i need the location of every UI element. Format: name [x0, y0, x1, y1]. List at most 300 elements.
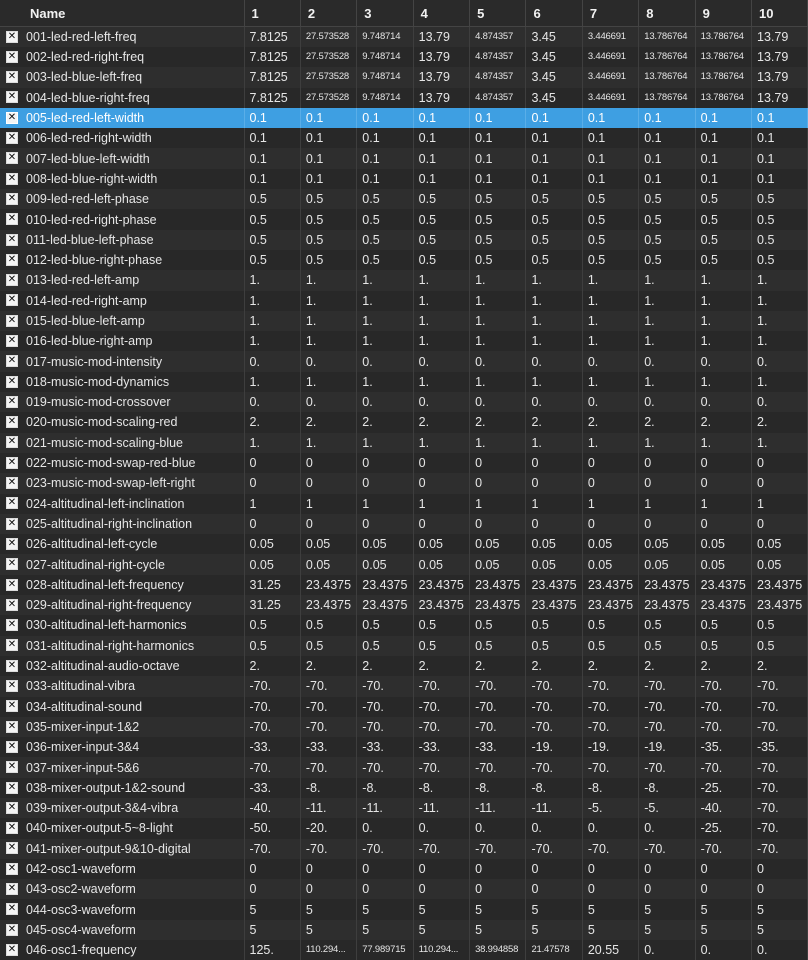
value-cell[interactable]: 13.786764 — [695, 67, 751, 87]
value-cell[interactable]: 0.1 — [752, 148, 808, 168]
value-cell[interactable]: -70. — [639, 676, 695, 696]
value-cell[interactable]: 0 — [695, 453, 751, 473]
value-cell[interactable]: 0.1 — [300, 169, 356, 189]
value-cell[interactable]: 5 — [244, 899, 300, 919]
value-cell[interactable]: 1. — [526, 372, 582, 392]
value-cell[interactable]: 0. — [413, 818, 469, 838]
value-cell[interactable]: 3.446691 — [582, 27, 638, 48]
value-cell[interactable]: 1. — [244, 433, 300, 453]
value-cell[interactable]: 0 — [695, 514, 751, 534]
row-name-cell[interactable] — [0, 331, 244, 351]
value-cell[interactable]: 1. — [300, 433, 356, 453]
value-cell[interactable]: 23.4375 — [357, 595, 413, 615]
value-cell[interactable]: 0 — [752, 473, 808, 493]
value-cell[interactable]: 0.5 — [470, 230, 526, 250]
value-cell[interactable]: 0.05 — [526, 554, 582, 574]
value-cell[interactable]: 1 — [470, 494, 526, 514]
value-cell[interactable]: 0. — [526, 351, 582, 371]
value-cell[interactable]: 0 — [695, 473, 751, 493]
value-cell[interactable]: 0.1 — [413, 128, 469, 148]
value-cell[interactable]: 0.5 — [752, 615, 808, 635]
row-checkbox-icon[interactable]: ✕ — [7, 477, 17, 489]
value-cell[interactable]: -70. — [695, 697, 751, 717]
table-row[interactable] — [0, 595, 808, 615]
value-cell[interactable]: -70. — [752, 717, 808, 737]
table-row[interactable] — [0, 534, 808, 554]
value-cell[interactable]: 13.79 — [413, 88, 469, 108]
value-cell[interactable]: 0.5 — [300, 615, 356, 635]
value-cell[interactable]: 38.994858 — [470, 940, 526, 960]
row-checkbox-icon[interactable]: ✕ — [7, 680, 17, 692]
value-cell[interactable]: 23.4375 — [357, 575, 413, 595]
value-cell[interactable]: 1. — [413, 270, 469, 290]
value-cell[interactable]: 1. — [357, 331, 413, 351]
value-cell[interactable]: 0.5 — [300, 189, 356, 209]
value-cell[interactable]: -70. — [526, 697, 582, 717]
value-cell[interactable]: 23.4375 — [470, 595, 526, 615]
value-cell[interactable]: 4.874357 — [470, 67, 526, 87]
value-cell[interactable]: 0.1 — [526, 148, 582, 168]
column-header-6[interactable]: 6 — [526, 0, 582, 27]
row-name-cell[interactable] — [0, 839, 244, 859]
value-cell[interactable]: -70. — [413, 757, 469, 777]
value-cell[interactable]: 0 — [582, 473, 638, 493]
value-cell[interactable]: 1. — [695, 291, 751, 311]
value-cell[interactable]: 13.786764 — [695, 27, 751, 48]
value-cell[interactable]: -70. — [470, 676, 526, 696]
value-cell[interactable]: 0.5 — [695, 209, 751, 229]
value-cell[interactable]: 13.79 — [413, 47, 469, 67]
value-cell[interactable]: -70. — [244, 697, 300, 717]
value-cell[interactable]: 2. — [695, 412, 751, 432]
value-cell[interactable]: 0. — [695, 940, 751, 960]
row-name-cell[interactable] — [0, 148, 244, 168]
value-cell[interactable]: 2. — [357, 656, 413, 676]
value-cell[interactable]: 0 — [470, 859, 526, 879]
row-name-cell[interactable] — [0, 230, 244, 250]
value-cell[interactable]: 1. — [695, 433, 751, 453]
value-cell[interactable]: -33. — [470, 737, 526, 757]
value-cell[interactable]: -70. — [244, 839, 300, 859]
row-checkbox-icon[interactable]: ✕ — [7, 720, 17, 732]
value-cell[interactable]: 0.5 — [582, 230, 638, 250]
value-cell[interactable]: 1. — [357, 270, 413, 290]
table-row[interactable] — [0, 514, 808, 534]
value-cell[interactable]: 13.79 — [752, 67, 808, 87]
value-cell[interactable]: 0.5 — [526, 209, 582, 229]
value-cell[interactable]: 0. — [357, 351, 413, 371]
row-checkbox-icon[interactable]: ✕ — [7, 355, 17, 367]
value-cell[interactable]: 23.4375 — [300, 595, 356, 615]
value-cell[interactable]: 0.1 — [752, 169, 808, 189]
row-checkbox-icon[interactable]: ✕ — [7, 416, 17, 428]
value-cell[interactable]: 0.5 — [582, 636, 638, 656]
value-cell[interactable]: 0.5 — [582, 209, 638, 229]
value-cell[interactable]: 0 — [752, 453, 808, 473]
table-row[interactable] — [0, 392, 808, 412]
value-cell[interactable]: 0. — [470, 351, 526, 371]
value-cell[interactable]: -70. — [639, 697, 695, 717]
table-row[interactable] — [0, 270, 808, 290]
value-cell[interactable]: 1. — [582, 311, 638, 331]
value-cell[interactable]: 4.874357 — [470, 88, 526, 108]
value-cell[interactable]: 5 — [752, 899, 808, 919]
value-cell[interactable]: -70. — [752, 676, 808, 696]
table-row[interactable] — [0, 697, 808, 717]
table-row[interactable] — [0, 453, 808, 473]
row-checkbox-icon[interactable]: ✕ — [7, 517, 17, 529]
table-row[interactable] — [0, 798, 808, 818]
value-cell[interactable]: 5 — [639, 920, 695, 940]
row-name-cell[interactable] — [0, 392, 244, 412]
value-cell[interactable]: 0. — [300, 351, 356, 371]
value-cell[interactable]: 0 — [244, 859, 300, 879]
value-cell[interactable]: -70. — [244, 676, 300, 696]
value-cell[interactable]: 0. — [752, 351, 808, 371]
value-cell[interactable]: 13.786764 — [639, 67, 695, 87]
value-cell[interactable]: 2. — [639, 412, 695, 432]
value-cell[interactable]: 0.5 — [752, 230, 808, 250]
value-cell[interactable]: 21.47578 — [526, 940, 582, 960]
value-cell[interactable]: 0.1 — [413, 108, 469, 128]
value-cell[interactable]: 0.1 — [470, 169, 526, 189]
value-cell[interactable]: 0.1 — [413, 148, 469, 168]
value-cell[interactable]: 0 — [639, 879, 695, 899]
value-cell[interactable]: 0.5 — [695, 636, 751, 656]
value-cell[interactable]: 0.5 — [639, 615, 695, 635]
value-cell[interactable]: 0.5 — [639, 636, 695, 656]
row-name-cell[interactable] — [0, 250, 244, 270]
value-cell[interactable]: 13.79 — [752, 88, 808, 108]
row-name-cell[interactable] — [0, 676, 244, 696]
value-cell[interactable]: -11. — [413, 798, 469, 818]
value-cell[interactable]: 0.1 — [639, 108, 695, 128]
value-cell[interactable]: 1. — [582, 433, 638, 453]
value-cell[interactable]: 0. — [639, 392, 695, 412]
row-checkbox-icon[interactable]: ✕ — [7, 91, 17, 103]
value-cell[interactable]: 23.4375 — [470, 575, 526, 595]
value-cell[interactable]: -5. — [582, 798, 638, 818]
value-cell[interactable]: 2. — [639, 656, 695, 676]
value-cell[interactable]: -70. — [470, 697, 526, 717]
table-row[interactable] — [0, 88, 808, 108]
value-cell[interactable]: -33. — [413, 737, 469, 757]
value-cell[interactable]: 1. — [639, 270, 695, 290]
row-name-cell[interactable] — [0, 514, 244, 534]
value-cell[interactable]: 0. — [244, 392, 300, 412]
row-name-cell[interactable] — [0, 534, 244, 554]
value-cell[interactable]: 2. — [244, 656, 300, 676]
value-cell[interactable]: 0. — [582, 392, 638, 412]
value-cell[interactable]: 0.05 — [526, 534, 582, 554]
value-cell[interactable]: 0.5 — [244, 636, 300, 656]
value-cell[interactable]: 0.05 — [470, 554, 526, 574]
value-cell[interactable]: 23.4375 — [582, 595, 638, 615]
column-header-10[interactable]: 10 — [752, 0, 808, 27]
value-cell[interactable]: 5 — [470, 920, 526, 940]
value-cell[interactable]: -35. — [695, 737, 751, 757]
value-cell[interactable]: 4.874357 — [470, 47, 526, 67]
row-name-cell[interactable] — [0, 108, 244, 128]
value-cell[interactable]: 0.1 — [413, 169, 469, 189]
value-cell[interactable]: 20.55 — [582, 940, 638, 960]
value-cell[interactable]: 5 — [413, 899, 469, 919]
table-row[interactable] — [0, 615, 808, 635]
value-cell[interactable]: 0. — [639, 818, 695, 838]
value-cell[interactable]: -19. — [639, 737, 695, 757]
value-cell[interactable]: 0.5 — [470, 209, 526, 229]
value-cell[interactable]: 0. — [582, 351, 638, 371]
value-cell[interactable]: -11. — [300, 798, 356, 818]
value-cell[interactable]: 0.5 — [526, 250, 582, 270]
row-name-cell[interactable] — [0, 169, 244, 189]
value-cell[interactable]: 1. — [752, 331, 808, 351]
value-cell[interactable]: 0.05 — [244, 534, 300, 554]
value-cell[interactable]: -70. — [695, 717, 751, 737]
value-cell[interactable]: -70. — [357, 697, 413, 717]
value-cell[interactable]: 1. — [752, 291, 808, 311]
value-cell[interactable]: 0.05 — [639, 554, 695, 574]
value-cell[interactable]: 23.4375 — [300, 575, 356, 595]
row-checkbox-icon[interactable]: ✕ — [7, 192, 17, 204]
value-cell[interactable]: -25. — [695, 778, 751, 798]
value-cell[interactable]: 0. — [413, 392, 469, 412]
value-cell[interactable]: 1. — [695, 311, 751, 331]
value-cell[interactable]: 9.748714 — [357, 27, 413, 48]
value-cell[interactable]: 1. — [300, 311, 356, 331]
row-name-cell[interactable] — [0, 899, 244, 919]
value-cell[interactable]: -70. — [695, 757, 751, 777]
value-cell[interactable]: -8. — [413, 778, 469, 798]
table-row[interactable] — [0, 148, 808, 168]
value-cell[interactable]: 0. — [526, 818, 582, 838]
value-cell[interactable]: 13.786764 — [639, 47, 695, 67]
row-name-cell[interactable] — [0, 453, 244, 473]
value-cell[interactable]: 0.05 — [639, 534, 695, 554]
row-checkbox-icon[interactable]: ✕ — [7, 395, 17, 407]
table-row[interactable] — [0, 189, 808, 209]
row-name-cell[interactable] — [0, 859, 244, 879]
value-cell[interactable]: 1. — [695, 331, 751, 351]
value-cell[interactable]: 0.5 — [639, 250, 695, 270]
value-cell[interactable]: 5 — [695, 899, 751, 919]
value-cell[interactable]: 0 — [470, 879, 526, 899]
value-cell[interactable]: 0 — [413, 514, 469, 534]
value-cell[interactable]: -70. — [413, 839, 469, 859]
value-cell[interactable]: 0.1 — [582, 148, 638, 168]
value-cell[interactable]: 1 — [357, 494, 413, 514]
value-cell[interactable]: -70. — [300, 676, 356, 696]
value-cell[interactable]: 0.5 — [639, 189, 695, 209]
value-cell[interactable]: 2. — [470, 412, 526, 432]
value-cell[interactable]: 2. — [582, 412, 638, 432]
value-cell[interactable]: 0 — [413, 859, 469, 879]
value-cell[interactable]: 0.05 — [413, 534, 469, 554]
column-header-4[interactable]: 4 — [413, 0, 469, 27]
value-cell[interactable]: 0 — [752, 514, 808, 534]
value-cell[interactable]: 5 — [582, 899, 638, 919]
value-cell[interactable]: 2. — [300, 412, 356, 432]
value-cell[interactable]: 0.5 — [413, 615, 469, 635]
value-cell[interactable]: -70. — [582, 697, 638, 717]
value-cell[interactable]: -70. — [526, 676, 582, 696]
row-checkbox-icon[interactable]: ✕ — [7, 30, 17, 42]
table-row[interactable] — [0, 778, 808, 798]
value-cell[interactable]: -70. — [357, 757, 413, 777]
value-cell[interactable]: 0.5 — [582, 189, 638, 209]
value-cell[interactable]: 0.1 — [357, 148, 413, 168]
value-cell[interactable]: -11. — [470, 798, 526, 818]
row-name-cell[interactable] — [0, 88, 244, 108]
value-cell[interactable]: 5 — [752, 920, 808, 940]
value-cell[interactable]: 0 — [357, 514, 413, 534]
table-row[interactable] — [0, 473, 808, 493]
row-name-cell[interactable] — [0, 27, 244, 48]
row-checkbox-icon[interactable]: ✕ — [7, 314, 17, 326]
value-cell[interactable]: 0 — [582, 514, 638, 534]
row-checkbox-icon[interactable]: ✕ — [7, 172, 17, 184]
value-cell[interactable]: 1. — [244, 311, 300, 331]
value-cell[interactable]: 0.1 — [639, 148, 695, 168]
value-cell[interactable]: 0 — [244, 879, 300, 899]
value-cell[interactable]: -70. — [752, 818, 808, 838]
value-cell[interactable]: 1 — [526, 494, 582, 514]
value-cell[interactable]: 0.5 — [413, 636, 469, 656]
value-cell[interactable]: 0.5 — [752, 189, 808, 209]
value-cell[interactable]: 0.5 — [413, 230, 469, 250]
row-checkbox-icon[interactable]: ✕ — [7, 233, 17, 245]
value-cell[interactable]: -70. — [244, 717, 300, 737]
value-cell[interactable]: 0.5 — [244, 250, 300, 270]
value-cell[interactable]: -40. — [695, 798, 751, 818]
value-cell[interactable]: 5 — [526, 920, 582, 940]
value-cell[interactable]: 3.446691 — [582, 67, 638, 87]
value-cell[interactable]: 0.05 — [470, 534, 526, 554]
value-cell[interactable]: 0.5 — [300, 636, 356, 656]
value-cell[interactable]: 7.8125 — [244, 47, 300, 67]
value-cell[interactable]: 110.294... — [413, 940, 469, 960]
value-cell[interactable]: -33. — [244, 737, 300, 757]
value-cell[interactable]: 1. — [300, 331, 356, 351]
row-checkbox-icon[interactable]: ✕ — [7, 619, 17, 631]
value-cell[interactable]: -33. — [357, 737, 413, 757]
value-cell[interactable]: 0. — [639, 940, 695, 960]
value-cell[interactable]: 0 — [526, 473, 582, 493]
row-name-cell[interactable] — [0, 47, 244, 67]
row-checkbox-icon[interactable]: ✕ — [7, 558, 17, 570]
value-cell[interactable]: 0 — [413, 879, 469, 899]
value-cell[interactable]: -70. — [300, 717, 356, 737]
value-cell[interactable]: 1. — [300, 372, 356, 392]
value-cell[interactable]: 0 — [582, 453, 638, 473]
table-row[interactable] — [0, 839, 808, 859]
value-cell[interactable]: 2. — [413, 412, 469, 432]
table-row[interactable] — [0, 67, 808, 87]
value-cell[interactable]: 1. — [582, 291, 638, 311]
value-cell[interactable]: 0. — [526, 392, 582, 412]
table-row[interactable] — [0, 128, 808, 148]
column-header-8[interactable]: 8 — [639, 0, 695, 27]
value-cell[interactable]: 3.45 — [526, 47, 582, 67]
value-cell[interactable]: 0.5 — [244, 209, 300, 229]
value-cell[interactable]: -70. — [526, 757, 582, 777]
row-checkbox-icon[interactable]: ✕ — [7, 862, 17, 874]
value-cell[interactable]: 1. — [244, 372, 300, 392]
value-cell[interactable]: 0.1 — [695, 169, 751, 189]
value-cell[interactable]: 0.1 — [244, 169, 300, 189]
value-cell[interactable]: 0.05 — [695, 554, 751, 574]
value-cell[interactable]: 0.05 — [300, 534, 356, 554]
row-checkbox-icon[interactable]: ✕ — [7, 923, 17, 935]
column-header-3[interactable]: 3 — [357, 0, 413, 27]
value-cell[interactable]: 1. — [470, 433, 526, 453]
row-name-cell[interactable] — [0, 778, 244, 798]
row-checkbox-icon[interactable]: ✕ — [7, 375, 17, 387]
value-cell[interactable]: -8. — [582, 778, 638, 798]
row-checkbox-icon[interactable]: ✕ — [7, 253, 17, 265]
table-row[interactable] — [0, 291, 808, 311]
value-cell[interactable]: 27.573528 — [300, 88, 356, 108]
value-cell[interactable]: 5 — [357, 899, 413, 919]
table-row[interactable] — [0, 859, 808, 879]
value-cell[interactable]: 23.4375 — [639, 575, 695, 595]
table-row[interactable] — [0, 737, 808, 757]
row-name-cell[interactable] — [0, 798, 244, 818]
row-checkbox-icon[interactable]: ✕ — [7, 578, 17, 590]
row-checkbox-icon[interactable]: ✕ — [7, 50, 17, 62]
value-cell[interactable]: 1. — [752, 311, 808, 331]
value-cell[interactable]: 0.5 — [639, 230, 695, 250]
value-cell[interactable]: 0.1 — [244, 108, 300, 128]
value-cell[interactable]: -19. — [526, 737, 582, 757]
value-cell[interactable]: 0.1 — [639, 169, 695, 189]
value-cell[interactable]: 0.5 — [695, 230, 751, 250]
value-cell[interactable]: -8. — [526, 778, 582, 798]
value-cell[interactable]: 1. — [470, 311, 526, 331]
value-cell[interactable]: 1. — [300, 270, 356, 290]
value-cell[interactable]: 0.1 — [300, 128, 356, 148]
value-cell[interactable]: 23.4375 — [582, 575, 638, 595]
value-cell[interactable]: -8. — [639, 778, 695, 798]
value-cell[interactable]: 0.5 — [244, 230, 300, 250]
row-name-cell[interactable] — [0, 473, 244, 493]
value-cell[interactable]: 23.4375 — [526, 595, 582, 615]
value-cell[interactable]: 9.748714 — [357, 88, 413, 108]
value-cell[interactable]: 1 — [752, 494, 808, 514]
row-checkbox-icon[interactable]: ✕ — [7, 842, 17, 854]
value-cell[interactable]: 0.1 — [752, 108, 808, 128]
value-cell[interactable]: 1. — [413, 331, 469, 351]
value-cell[interactable]: 1. — [526, 291, 582, 311]
value-cell[interactable]: 0.5 — [752, 250, 808, 270]
row-name-cell[interactable] — [0, 636, 244, 656]
value-cell[interactable]: 1. — [639, 331, 695, 351]
value-cell[interactable]: 0 — [695, 879, 751, 899]
row-name-cell[interactable] — [0, 879, 244, 899]
value-cell[interactable]: 1. — [244, 331, 300, 351]
value-cell[interactable]: 0.05 — [582, 554, 638, 574]
value-cell[interactable]: -70. — [357, 717, 413, 737]
value-cell[interactable]: 0. — [752, 392, 808, 412]
value-cell[interactable]: 1. — [526, 270, 582, 290]
value-cell[interactable]: 1. — [695, 372, 751, 392]
value-cell[interactable]: 0.1 — [300, 148, 356, 168]
value-cell[interactable]: 0.5 — [526, 636, 582, 656]
value-cell[interactable]: -50. — [244, 818, 300, 838]
row-name-cell[interactable] — [0, 554, 244, 574]
value-cell[interactable]: -20. — [300, 818, 356, 838]
value-cell[interactable]: -70. — [752, 697, 808, 717]
